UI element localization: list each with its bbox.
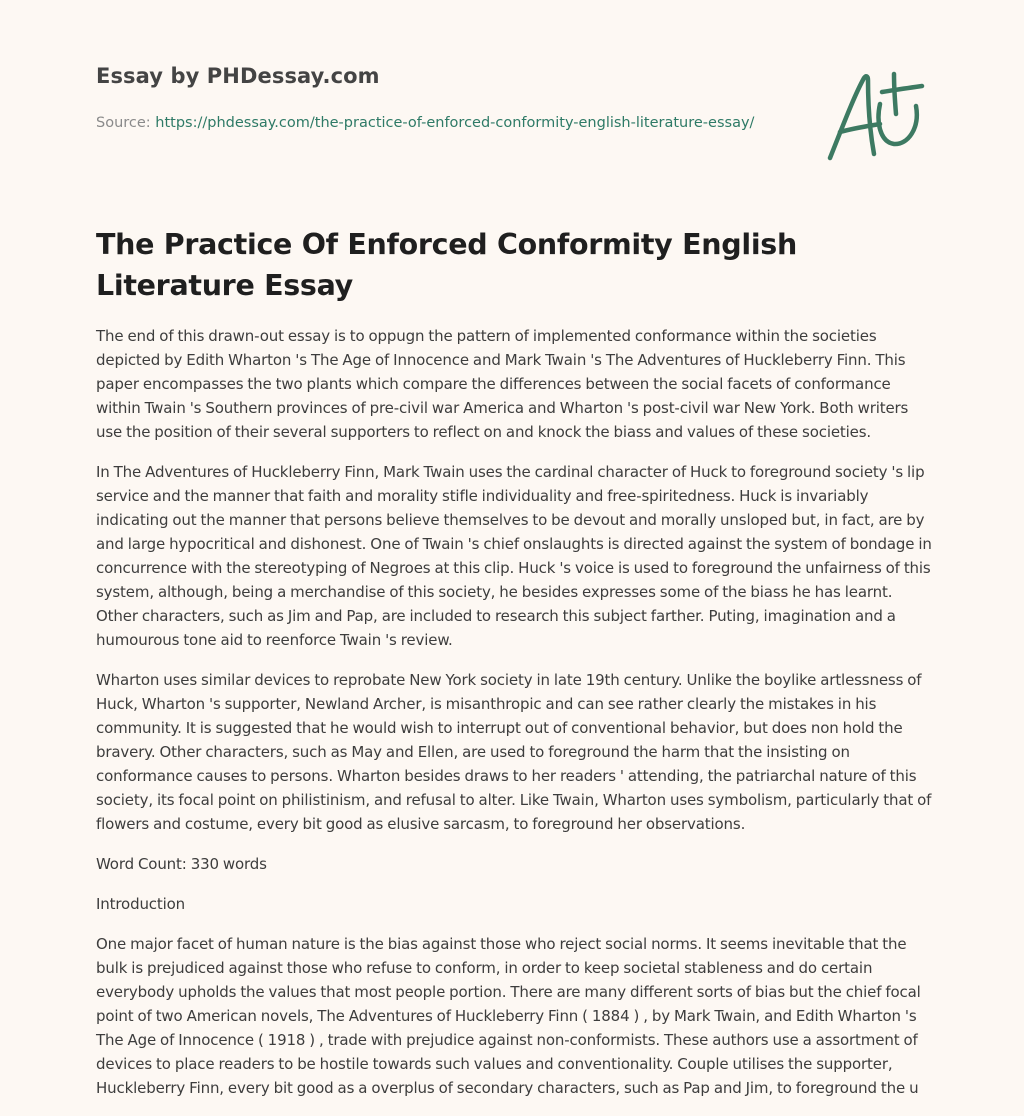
source-link[interactable]: https://phdessay.com/the-practice-of-enforced-conformity-english-literature-essay/ [155,115,755,131]
essay-paragraph: In The Adventures of Huckleberry Finn, Mark Twain uses the cardinal character of Huck to foreground society 's lip service and the manner that faith and morality stifle individuality and free-spiritedness. Huck is invariably indicating out the manner that persons believe themselves to be devout and morally unsloped but, in fact, are by and large hypocritical and dishonest. One of Twain 's chief onslaughts is directed against the system of bondage in concurrence with the stereotyping of Negroes at this clip. Huck 's voice is used to foreground the unfairness of this system, although, being a merchandise of this society, he besides expresses some of the biass he has learnt. Other characters, such as Jim and Pap, are included to research this subject farther. Puting, imagination and a humourous tone aid to reenforce Twain 's review. [96,463,932,649]
essay-paragraph: Wharton uses similar devices to reprobate New York society in late 19th century. Unlike the boylike artlessness of Huck, Wharton 's supporter, Newland Archer, is misanthropic and can see rather clearly the mistakes in his community. It is suggested that he would wish to interrupt out of conventional behavior, but does non hold the bravery. Other characters, such as May and Ellen, are used to foreground the harm that the insisting on conformance causes to persons. Wharton besides draws to her readers ' attending, the patriarchal nature of this society, its focal point on philistinism, and refusal to alter. Like Twain, Wharton uses symbolism, particularly that of flowers and costume, every bit good as elusive sarcasm, to foreground her observations. [96,671,932,833]
source-label: Source: [96,115,151,131]
a-plus-logo [822,66,932,166]
essay-paragraph: One major facet of human nature is the bias against those who reject social norms. It seems inevitable that the bulk is prejudiced against those who refuse to conform, in order to keep societal stableness and do certain everybody upholds the values that most people portion. There are many different sorts of bias but the chief focal point of two American novels, The Adventures of Huckleberry Finn ( 1884 ) , by Mark Twain, and Edith Wharton 's The Age of Innocence ( 1918 ) , trade with prejudice against non-conformists. These authors use a assortment of devices to place readers to be hostile towards such values and conventionality. Couple utilises the supporter, Huckleberry Finn, every bit good as a overplus of secondary characters, such as Pap and Jim, to foreground the u [96,935,921,1097]
essay-content [96,324,932,1116]
word-count: Word Count: 330 words [96,855,267,873]
section-heading-introduction: Introduction [96,895,186,913]
site-title: Essay by PHDessay.com [96,64,380,88]
essay-paragraph: The end of this drawn-out essay is to oppugn the pattern of implemented conformance within the societies depicted by Edith Wharton 's The Age of Innocence and Mark Twain 's The Adventures of Huckleberry Finn. This paper encompasses the two plants which compare the differences between the social facets of conformance within Twain 's Southern provinces of pre-civil war America and Wharton 's post-civil war New York. Both writers use the position of their several supporters to reflect on and knock the biass and values of these societies. [96,327,909,441]
source-line [96,112,756,134]
a-plus-logo-icon [822,66,932,166]
essay-title: The Practice Of Enforced Conformity English Literature Essay [96,228,797,302]
